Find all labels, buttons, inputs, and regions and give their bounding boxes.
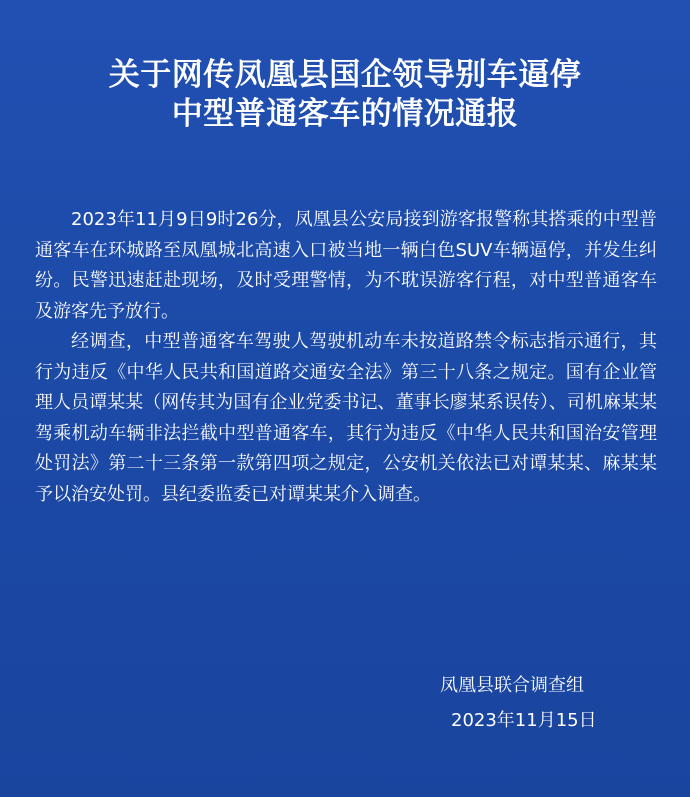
notice-paragraph-2: 经调查，中型普通客车驾驶人驾驶机动车未按道路禁令标志指示通行，其行为违反《中华人民共和国道路交通安全法》第三十八条之规定。国有企业管理人员谭某某（网传其为国有企业党委书记、董事长廖某系误传）、司机麻某某驾乘机动车辆非法拦截中型普通客车，其行为违反《中华人民共和国治安管理处罚法》第二十三条第一款第四项之规定，公安机关依法已对谭某某、麻某某予以治安处罚。县纪委监委已对谭某某介入调查。 xyxy=(35,331,657,505)
issuer-signature: 凤凰县联合调查组 xyxy=(440,675,584,696)
notice-body xyxy=(35,205,657,510)
issue-date: 2023年11月15日 xyxy=(451,710,597,731)
notice-title-line-1: 关于网传凤凰县国企领导别车逼停 xyxy=(108,57,582,93)
notice-title-line-2: 中型普通客车的情况通报 xyxy=(171,96,519,132)
notice-paragraph-1: 2023年11月9日9时26分，凤凰县公安局接到游客报警称其搭乘的中型普通客车在环城路至凤凰城北高速入口被当地一辆白色SUV车辆逼停，并发生纠纷。民警迅速赶赴现场，及时受理警情，为不耽误游客行程，对中型普通客车及游客先予放行。 xyxy=(35,209,657,322)
